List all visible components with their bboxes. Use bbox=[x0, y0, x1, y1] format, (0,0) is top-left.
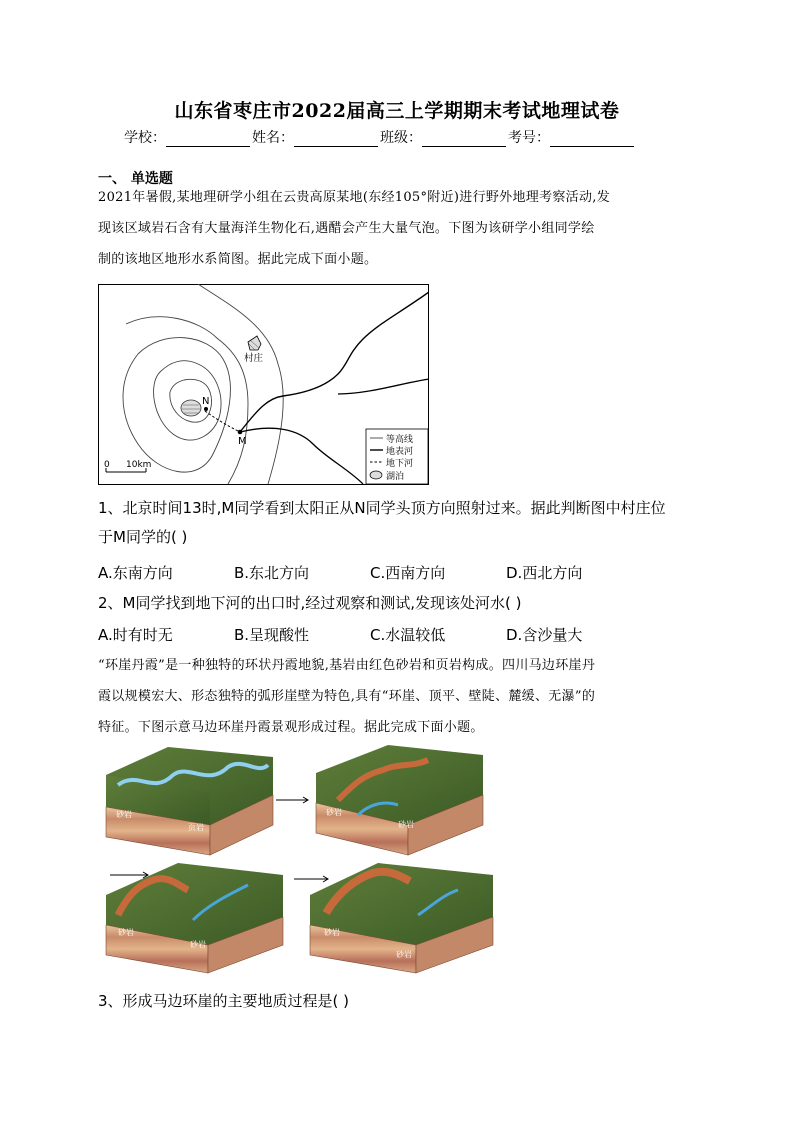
legend-lake: 湖泊 bbox=[386, 472, 405, 482]
name-blank[interactable] bbox=[294, 132, 378, 147]
passage-1-line: 制的该地区地形水系简图。据此完成下面小题。 bbox=[98, 252, 378, 267]
passage-1-line: 现该区域岩石含有大量海洋生物化石,遇醋会产生大量气泡。下图为该研学小组同学绘 bbox=[98, 221, 595, 236]
paper-title: 山东省枣庄市2022届高三上学期期末考试地理试卷 bbox=[174, 100, 620, 122]
option-b[interactable]: B.呈现酸性 bbox=[234, 626, 310, 644]
exam-number-label: 考号： bbox=[508, 130, 550, 146]
class-label: 班级： bbox=[380, 130, 422, 146]
block-1-label-shale: 页岩 bbox=[188, 823, 204, 832]
exam-number-blank[interactable] bbox=[550, 132, 634, 147]
passage-1-line: 2021年暑假,某地理研学小组在云贵高原某地(东经105°附近)进行野外地理考察活动,发 bbox=[98, 190, 611, 205]
school-blank[interactable] bbox=[166, 132, 250, 147]
block-1-label-sandstone: 砂岩 bbox=[116, 810, 132, 819]
block-stage-3 bbox=[106, 863, 283, 973]
option-d[interactable]: D.西北方向 bbox=[506, 564, 583, 582]
scale-zero: 0 bbox=[104, 460, 110, 470]
class-blank[interactable] bbox=[422, 132, 506, 147]
block-3-label-sandstone-right: 砂岩 bbox=[190, 940, 206, 949]
terrain-water-map bbox=[98, 284, 429, 485]
student-info-line bbox=[124, 127, 636, 147]
point-n bbox=[204, 407, 208, 411]
block-4-label-sandstone-left: 砂岩 bbox=[324, 928, 340, 937]
passage-2 bbox=[98, 650, 698, 743]
question-2-options bbox=[98, 624, 698, 645]
option-c[interactable]: C.水温较低 bbox=[370, 626, 446, 644]
block-stage-1 bbox=[106, 747, 273, 855]
question-1-line: 1、北京时间13时,M同学看到太阳正从N同学头顶方向照射过来。据此判断图中村庄位 bbox=[98, 499, 666, 517]
scale-label: 10km bbox=[126, 460, 152, 470]
village-label: 村庄 bbox=[244, 353, 264, 364]
passage-2-line: “环崖丹霞”是一种独特的环状丹霞地貌,基岩由红色砂岩和页岩构成。四川马边环崖丹 bbox=[98, 658, 596, 673]
option-c[interactable]: C.西南方向 bbox=[370, 564, 446, 582]
legend-contour: 等高线 bbox=[386, 435, 414, 445]
question-1-options bbox=[98, 562, 698, 583]
legend-surface-river: 地表河 bbox=[386, 447, 414, 457]
block-2-label-sandstone-right: 砂岩 bbox=[398, 820, 414, 829]
block-stage-2 bbox=[316, 745, 483, 855]
section-heading: 一、 单选题 bbox=[98, 171, 173, 187]
point-m-label: M bbox=[238, 436, 247, 447]
option-d[interactable]: D.含沙量大 bbox=[506, 626, 583, 644]
passage-2-line: 特征。下图示意马边环崖丹霞景观形成过程。据此完成下面小题。 bbox=[98, 720, 484, 735]
danxia-formation-diagram bbox=[98, 745, 698, 975]
point-n-label: N bbox=[202, 396, 210, 407]
block-2-label-sandstone-left: 砂岩 bbox=[326, 808, 342, 817]
passage-1 bbox=[98, 182, 698, 275]
name-label: 姓名： bbox=[252, 130, 294, 146]
legend-underground-river: 地下河 bbox=[386, 459, 414, 469]
school-label: 学校： bbox=[124, 130, 166, 146]
question-2-stem: 2、M同学找到地下河的出口时,经过观察和测试,发现该处河水( ) bbox=[98, 594, 522, 612]
question-1-line: 于M同学的( ) bbox=[98, 528, 188, 546]
question-1-stem bbox=[98, 497, 666, 547]
block-stage-4 bbox=[310, 863, 493, 973]
passage-2-line: 霞以规模宏大、形态独特的弧形崖壁为特色,具有“环崖、顶平、壁陡、麓缓、无瀑”的 bbox=[98, 689, 596, 704]
option-a[interactable]: A.时有时无 bbox=[98, 626, 173, 644]
option-b[interactable]: B.东北方向 bbox=[234, 564, 310, 582]
block-3-label-sandstone-left: 砂岩 bbox=[118, 928, 134, 937]
block-4-label-sandstone-right: 砂岩 bbox=[396, 950, 412, 959]
map-legend bbox=[366, 429, 428, 484]
point-m bbox=[238, 430, 243, 435]
option-a[interactable]: A.东南方向 bbox=[98, 564, 173, 582]
question-3-stem: 3、形成马边环崖的主要地质过程是( ) bbox=[98, 992, 350, 1010]
